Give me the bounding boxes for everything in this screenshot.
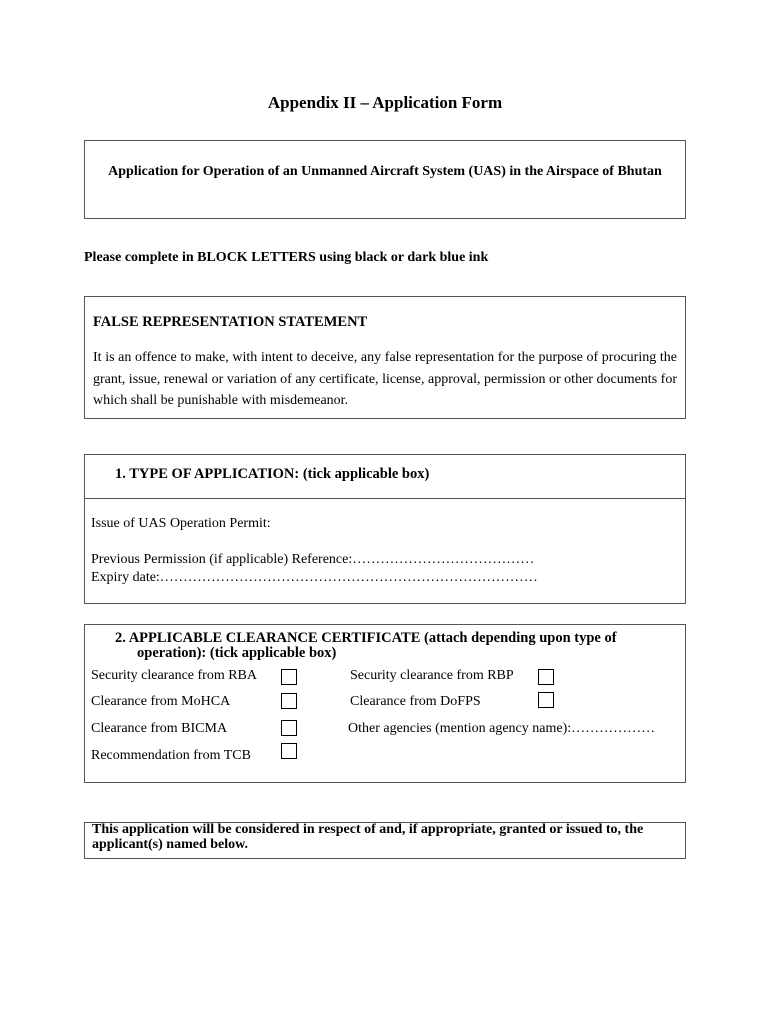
- clearance-certificate-heading: [115, 631, 675, 661]
- bicma-clearance-checkbox[interactable]: [281, 720, 297, 736]
- false-representation-box: [84, 296, 686, 419]
- consideration-box: [84, 822, 686, 859]
- mohca-clearance-label: Clearance from MoHCA: [91, 694, 231, 709]
- type-of-application-heading: 1. TYPE OF APPLICATION: (tick applicable box): [115, 466, 430, 482]
- expiry-date-field[interactable]: Expiry date:………………………………………………………………………: [91, 570, 538, 585]
- rba-clearance-checkbox[interactable]: [281, 669, 297, 685]
- type-of-application-header: [85, 455, 685, 499]
- clearance-heading-line2: operation): (tick applicable box): [137, 645, 337, 661]
- mohca-clearance-checkbox[interactable]: [281, 693, 297, 709]
- other-agencies-field[interactable]: Other agencies (mention agency name):………………: [348, 721, 656, 736]
- tcb-recommendation-label: Recommendation from TCB: [91, 748, 251, 763]
- form-subtitle-box: [84, 140, 686, 219]
- bicma-clearance-label: Clearance from BICMA: [91, 721, 228, 736]
- type-of-application-section: [84, 454, 686, 604]
- false-representation-text: It is an offence to make, with intent to deceive, any false representation for the purpose of procuring the grant, issue, renewal or variation of any certificate, license, approval, permission or other documents for which shall be punishable with misdemeanor.: [93, 350, 677, 408]
- completion-instruction: Please complete in BLOCK LETTERS using black or dark blue ink: [84, 250, 489, 265]
- consideration-text: This application will be considered in respect of and, if appropriate, granted or issued to, the applicant(s) named below.: [92, 822, 644, 852]
- issue-permit-label: Issue of UAS Operation Permit:: [91, 516, 271, 531]
- dofps-clearance-label: Clearance from DoFPS: [350, 694, 481, 709]
- rba-clearance-label: Security clearance from RBA: [91, 668, 257, 683]
- page-title: Appendix II – Application Form: [267, 93, 503, 112]
- previous-permission-field[interactable]: Previous Permission (if applicable) Reference:…………………………………: [91, 552, 535, 567]
- tcb-recommendation-checkbox[interactable]: [281, 743, 297, 759]
- rbp-clearance-label: Security clearance from RBP: [350, 668, 514, 683]
- clearance-heading-line1: 2. APPLICABLE CLEARANCE CERTIFICATE (attach depending upon type of: [115, 630, 617, 646]
- form-subtitle: Application for Operation of an Unmanned Aircraft System (UAS) in the Airspace of Bhutan: [108, 164, 662, 179]
- dofps-clearance-checkbox[interactable]: [538, 692, 554, 708]
- clearance-certificate-section: [84, 624, 686, 783]
- rbp-clearance-checkbox[interactable]: [538, 669, 554, 685]
- false-representation-heading: FALSE REPRESENTATION STATEMENT: [93, 314, 368, 330]
